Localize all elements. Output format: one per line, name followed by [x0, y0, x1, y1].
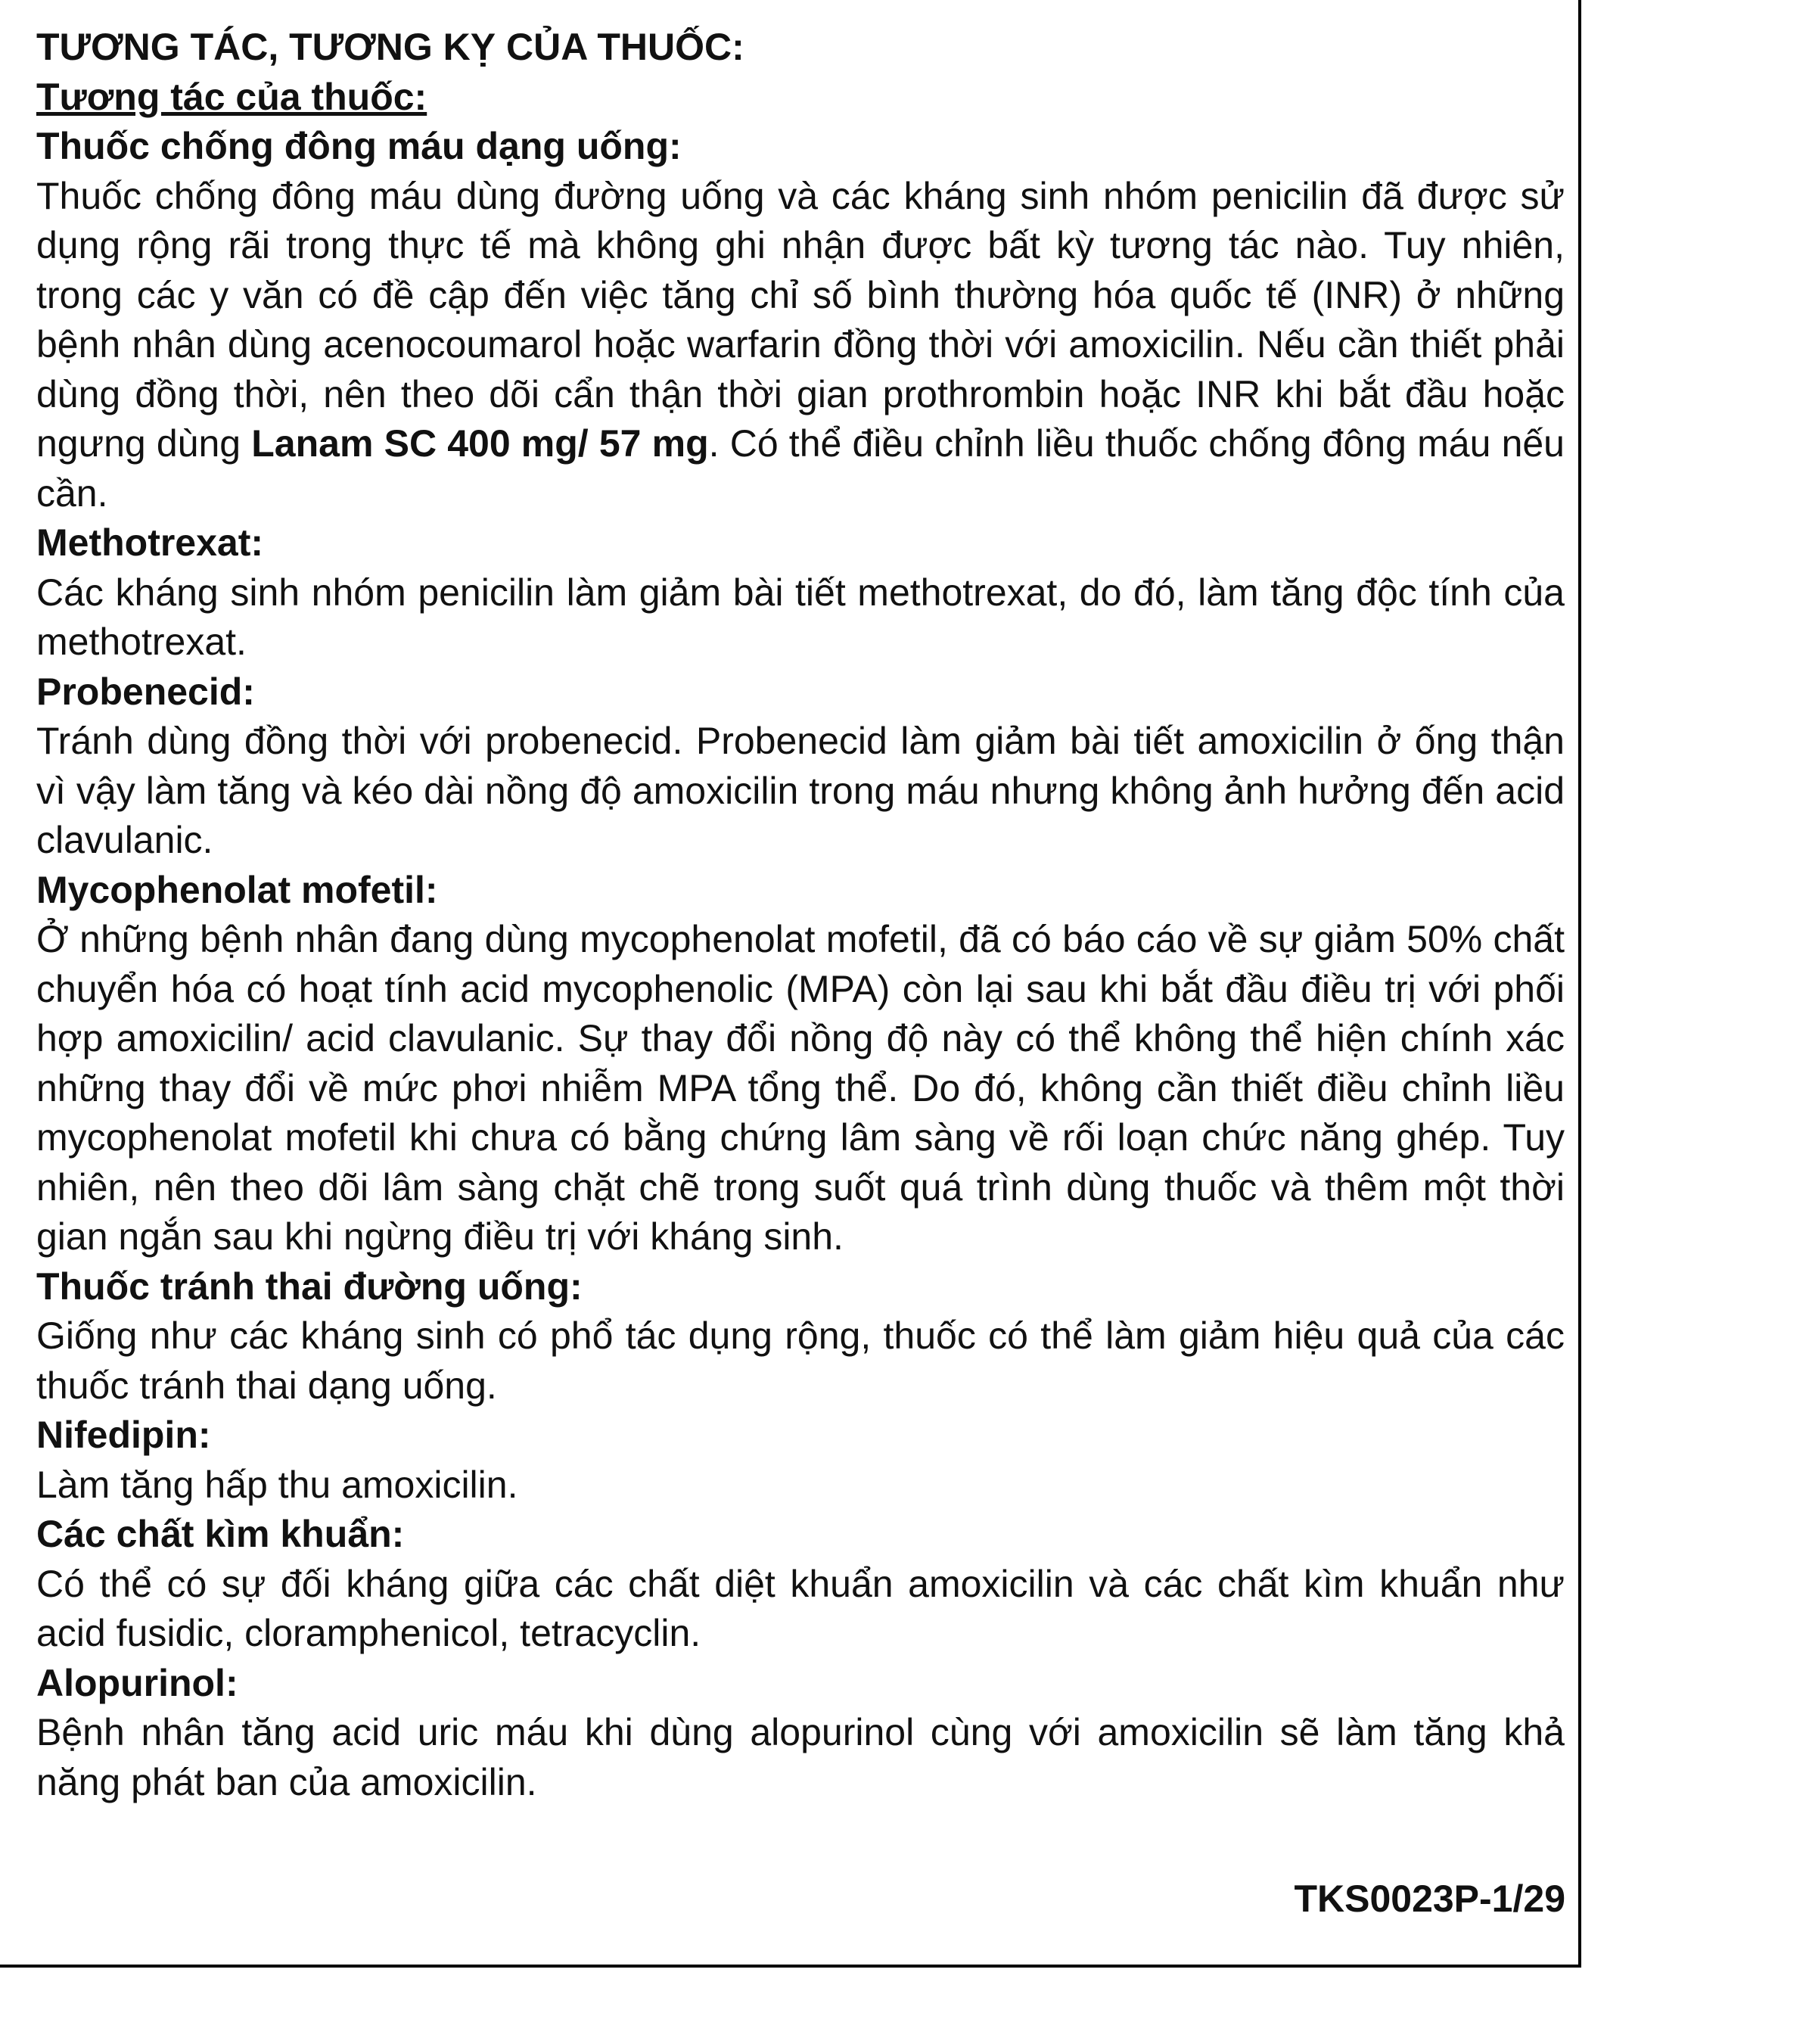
document-code: TKS0023P-1/29	[1294, 1878, 1565, 1920]
section-title: Probenecid:	[36, 670, 255, 713]
section-bacteriostatic	[36, 1510, 1565, 1659]
section-title: Thuốc chống đông máu dạng uống:	[36, 125, 682, 167]
section-body: Giống như các kháng sinh có phổ tác dụng rộng, thuốc có thể làm giảm hiệu quả của các thuốc tránh thai dạng uống.	[36, 1314, 1565, 1407]
sub-heading: Tương tác của thuốc:	[36, 75, 427, 118]
section-body: Các kháng sinh nhóm penicilin làm giảm bài tiết methotrexat, do đó, làm tăng độc tính của methotrexat.	[36, 571, 1565, 663]
product-name: Lanam SC 400 mg/ 57 mg	[251, 422, 709, 465]
section-anticoagulant	[36, 122, 1565, 518]
section-probenecid	[36, 667, 1565, 866]
section-oral-contraceptive	[36, 1262, 1565, 1411]
section-body-text: Thuốc chống đông máu dùng đường uống và các kháng sinh nhóm penicilin đã được sử dụng rộng rãi trong thực tế mà không ghi nhận được bất kỳ tương tác nào. Tuy nhiên, trong các y văn có đề cập đến việc tăng chỉ số bình thường hóa quốc tế (INR) ở những bệnh nhân dùng acenocoumarol hoặc warfarin đồng thời với amoxicilin. Nếu cần thiết phải dùng đồng thời, nên theo dõi cẩn thận thời gian prothrombin hoặc INR khi bắt đầu hoặc ngưng dùng	[36, 174, 1565, 465]
section-title: Các chất kìm khuẩn:	[36, 1513, 405, 1555]
section-body: Ở những bệnh nhân đang dùng mycophenolat mofetil, đã có báo cáo về sự giảm 50% chất chuyển hóa có hoạt tính acid mycophenolic (MPA) còn lại sau khi bắt đầu điều trị với phối hợp amoxicilin/ acid clavulanic. Sự thay đổi nồng độ này có thể không thể hiện chính xác những thay đổi về mức phơi nhiễm MPA tổng thể. Do đó, không cần thiết điều chỉnh liều mycophenolat mofetil khi chưa có bằng chứng lâm sàng về rối loạn chức năng ghép. Tuy nhiên, nên theo dõi lâm sàng chặt chẽ trong suốt quá trình dùng thuốc và thêm một thời gian ngắn sau khi ngừng điều trị với kháng sinh.	[36, 918, 1565, 1258]
section-body: Làm tăng hấp thu amoxicilin.	[36, 1463, 518, 1506]
section-title: Alopurinol:	[36, 1661, 238, 1704]
section-nifedipin	[36, 1411, 1565, 1510]
section-body	[36, 172, 1565, 519]
section-body: Tránh dùng đồng thời với probenecid. Probenecid làm giảm bài tiết amoxicilin ở ống thận vì vậy làm tăng và kéo dài nồng độ amoxicilin trong máu nhưng không ảnh hưởng đến acid clavulanic.	[36, 720, 1565, 861]
section-methotrexat	[36, 518, 1565, 667]
section-body: Có thể có sự đối kháng giữa các chất diệt khuẩn amoxicilin và các chất kìm khuẩn như acid fusidic, cloramphenicol, tetracyclin.	[36, 1562, 1565, 1654]
section-title: Thuốc tránh thai đường uống:	[36, 1265, 583, 1308]
document-body	[36, 23, 1565, 1807]
section-mycophenolat	[36, 866, 1565, 1262]
section-alopurinol	[36, 1659, 1565, 1808]
section-title: Mycophenolat mofetil:	[36, 868, 438, 911]
section-title: Nifedipin:	[36, 1414, 211, 1456]
section-title: Methotrexat:	[36, 521, 264, 564]
section-body: Bệnh nhân tăng acid uric máu khi dùng alopurinol cùng với amoxicilin sẽ làm tăng khả năng phát ban của amoxicilin.	[36, 1711, 1565, 1803]
section-body-text: . Có thể điều chỉnh liều thuốc chống đông máu nếu cần.	[36, 422, 1565, 515]
main-heading: TƯƠNG TÁC, TƯƠNG KỴ CỦA THUỐC:	[36, 26, 744, 68]
